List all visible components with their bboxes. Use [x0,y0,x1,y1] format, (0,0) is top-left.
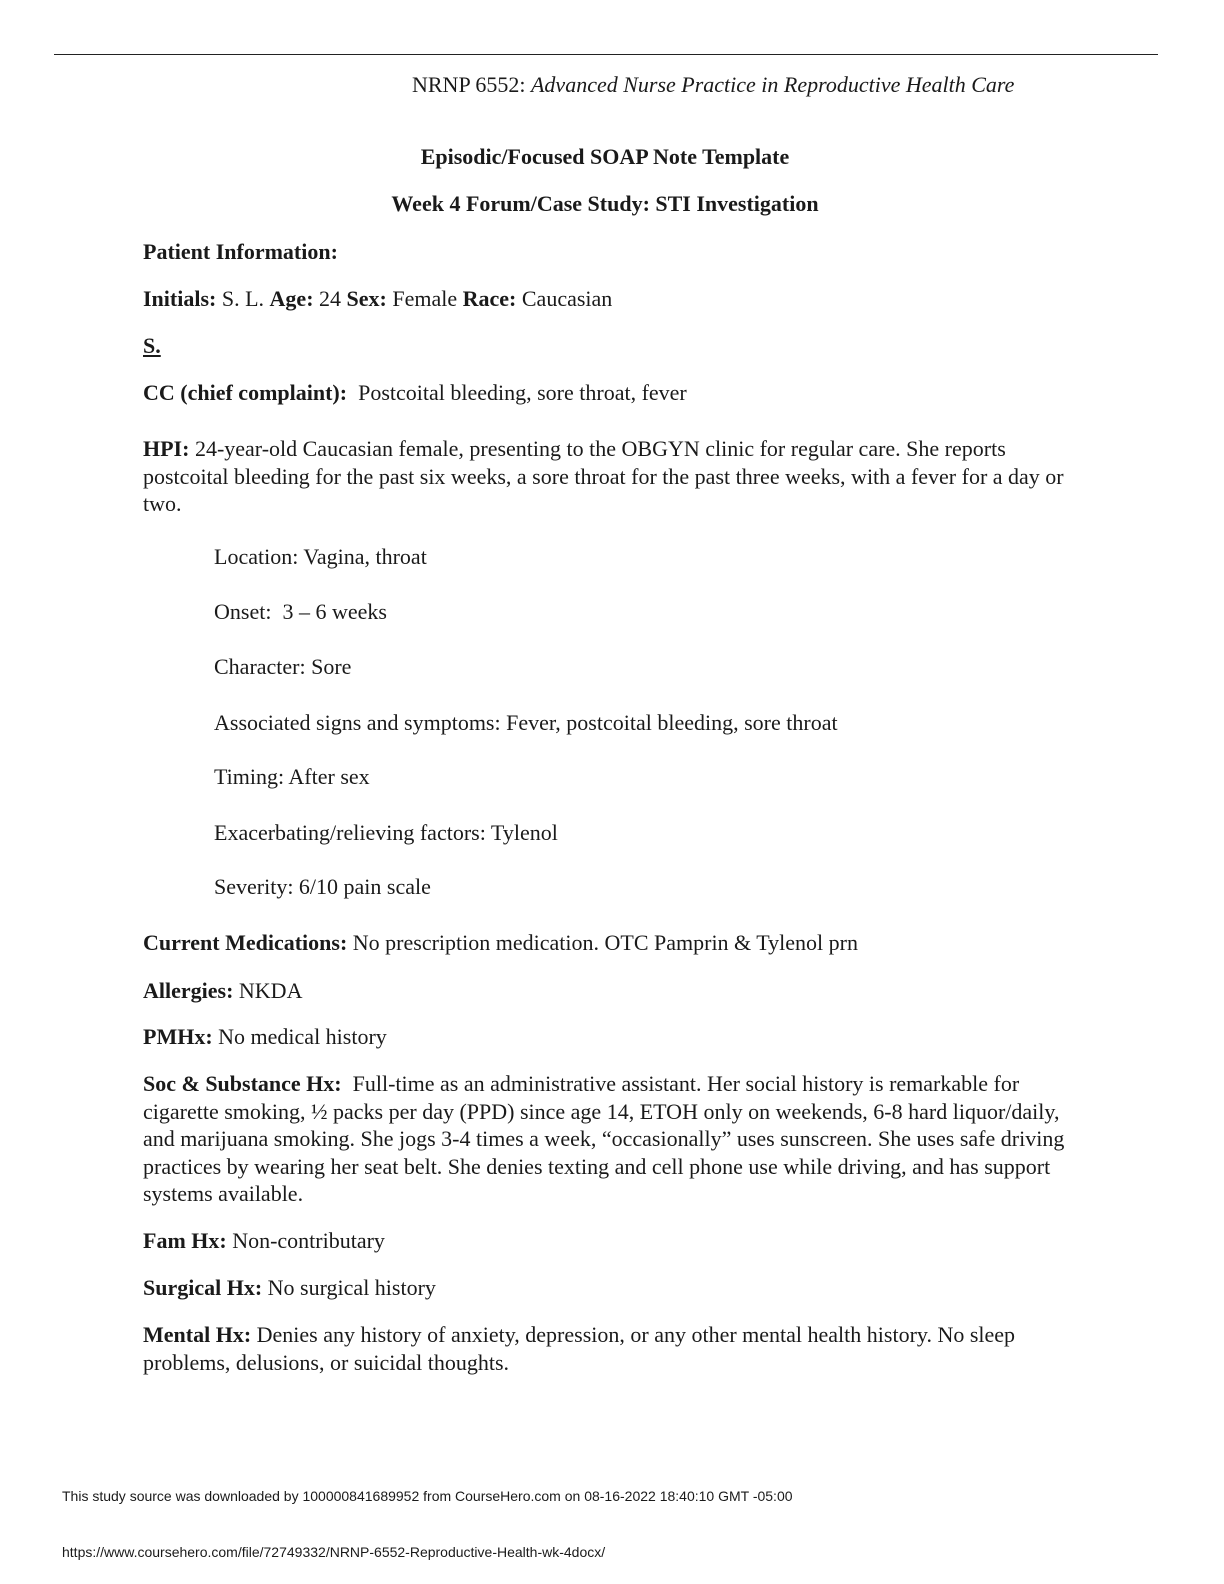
chief-complaint [143,379,1073,407]
medications-label: Current Medications: [143,930,348,955]
hpi-label: HPI: [143,436,190,461]
source-url[interactable]: https://www.coursehero.com/file/72749332/NRNP-6552-Reproductive-Health-wk-4docx/ [62,1544,606,1560]
hpi-text: 24-year-old Caucasian female, presenting to the OBGYN clinic for regular care. She reports postcoital bleeding for the past six weeks, a sore throat for the past three weeks, with a fever for a day or two. [143,436,1064,516]
subjective-heading [143,332,1073,360]
download-notice: This study source was downloaded by 100000841689952 from CourseHero.com on 08-16-2022 18:40:10 GMT -05:00 [62,1488,793,1504]
mental-history [143,1321,1073,1376]
cc-label: CC (chief complaint): [143,380,348,405]
patient-demographics [143,285,1073,313]
document-title: Episodic/Focused SOAP Note Template [420,144,790,169]
initials-value: S. L. [221,286,265,311]
pmhx [143,1023,1073,1051]
subjective-heading-text: S. [143,333,161,358]
soc-label: Soc & Substance Hx: [143,1071,342,1096]
soc-text: Full-time as an administrative assistant. Her social history is remarkable for cigarette smoking, ½ packs per day (PPD) since age 14, ETOH only on weekends, 6-8 hard liquor/daily, and marijuana smoking. She jogs 3-4 times a week, “occasionally” uses sunscreen. She uses safe driving practices by wearing her seat belt. She denies texting and cell phone use while driving, and has support systems available. [143,1071,1065,1206]
surghx-label: Surgical Hx: [143,1275,263,1300]
race-label: Race: [462,286,517,311]
sex-value: Female [392,286,458,311]
medications-text: No prescription medication. OTC Pamprin & Tylenol prn [352,930,858,955]
course-header [412,72,1014,98]
race-value: Caucasian [521,286,613,311]
sex-label: Sex: [346,286,387,311]
surgical-history [143,1274,1073,1302]
initials-label: Initials: [143,286,217,311]
famhx-text: Non-contributary [232,1228,385,1253]
age-value: 24 [319,286,342,311]
current-medications [143,929,1073,957]
hpi-onset: Onset: 3 – 6 weeks [214,599,387,624]
hpi-factors: Exacerbating/relieving factors: Tylenol [214,820,558,845]
course-title: Advanced Nurse Practice in Reproductive Health Care [530,72,1015,97]
surghx-text: No surgical history [267,1275,436,1300]
age-label: Age: [269,286,314,311]
hpi-timing: Timing: After sex [214,764,370,789]
pmhx-text: No medical history [218,1024,387,1049]
family-history [143,1227,1073,1255]
pmhx-label: PMHx: [143,1024,213,1049]
allergies-label: Allergies: [143,978,234,1003]
social-history [143,1070,1073,1208]
course-code: NRNP 6552: [412,72,526,97]
hpi-severity: Severity: 6/10 pain scale [214,874,431,899]
cc-text: Postcoital bleeding, sore throat, fever [358,380,687,405]
header-rule [54,54,1158,55]
hpi [143,435,1073,518]
mentalhx-text: Denies any history of anxiety, depression, or any other mental health history. No sleep problems, delusions, or suicidal thoughts. [143,1322,1016,1375]
mentalhx-label: Mental Hx: [143,1322,252,1347]
famhx-label: Fam Hx: [143,1228,227,1253]
hpi-character: Character: Sore [214,654,352,679]
patient-info-heading: Patient Information: [143,239,338,264]
allergies [143,977,1073,1005]
allergies-text: NKDA [238,978,303,1003]
hpi-associated: Associated signs and symptoms: Fever, postcoital bleeding, sore throat [214,710,838,735]
hpi-location: Location: Vagina, throat [214,544,427,569]
document-subtitle: Week 4 Forum/Case Study: STI Investigation [391,191,819,216]
